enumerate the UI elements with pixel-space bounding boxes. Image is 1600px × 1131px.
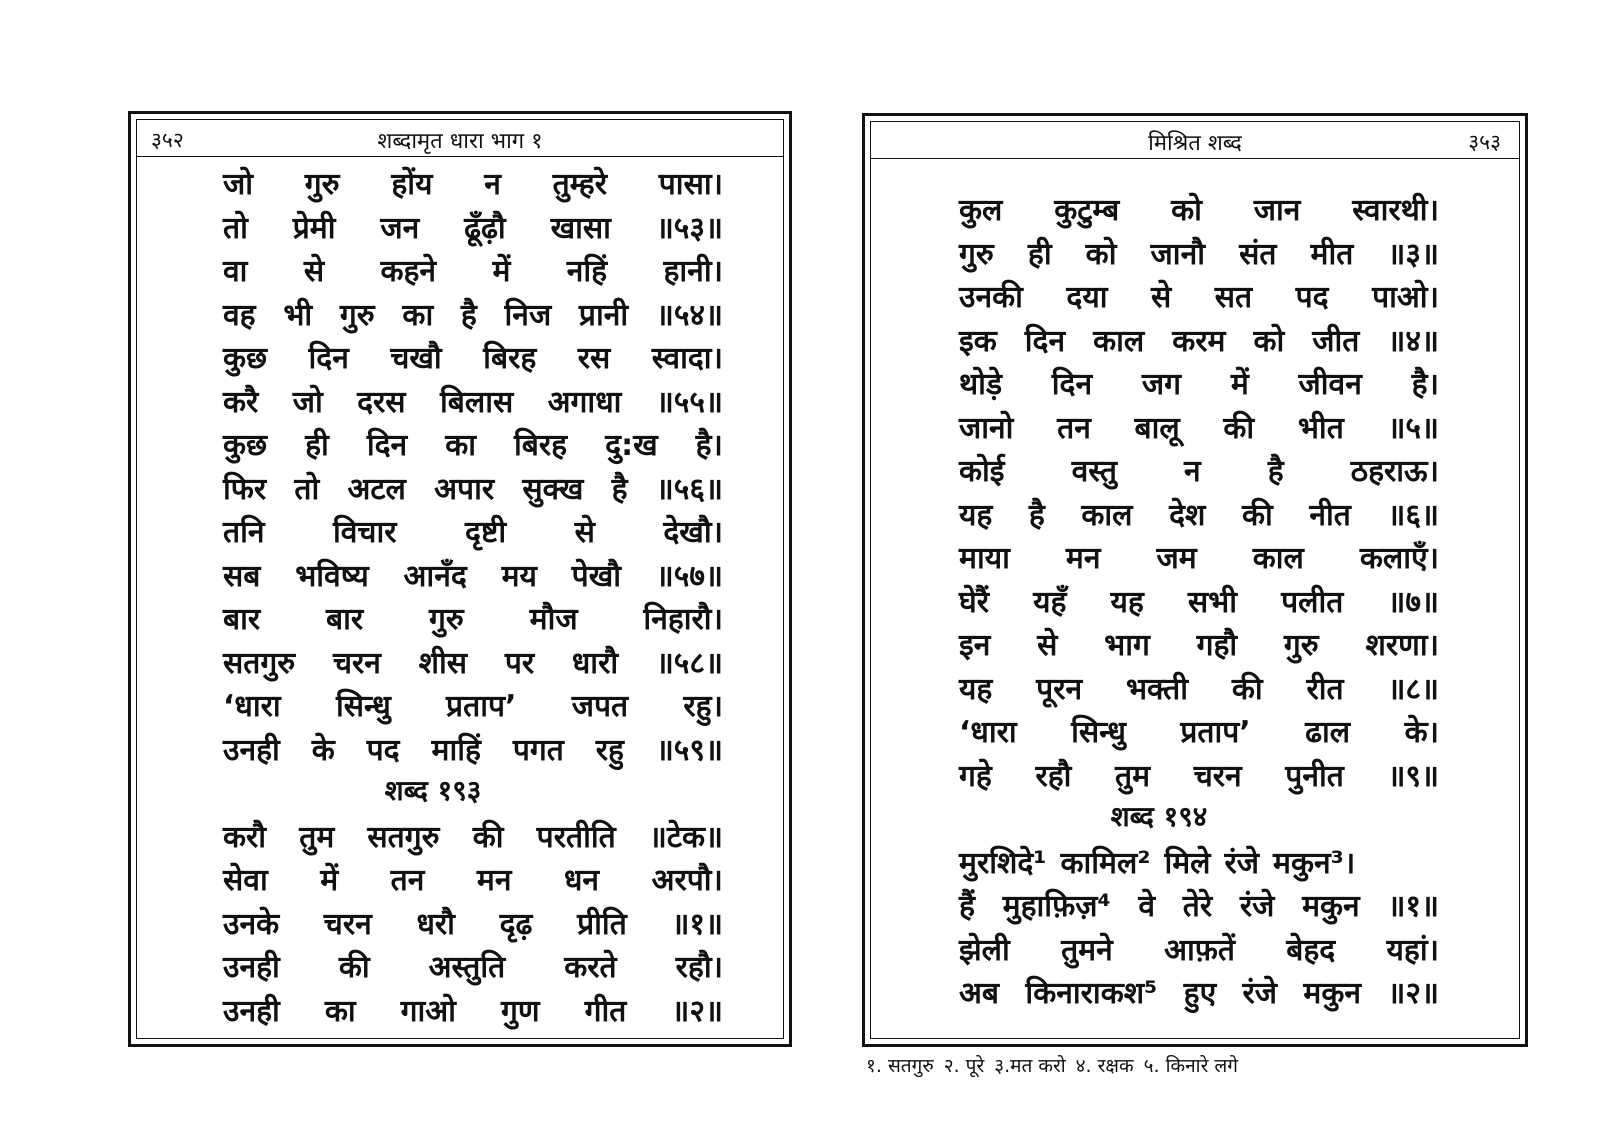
verse-word: सतगुरु: [223, 645, 296, 681]
left-page-inner-frame: [136, 119, 784, 1039]
verse-word: चखौ: [390, 341, 442, 376]
verse-word: देश: [1169, 497, 1206, 533]
verse-word: तो: [294, 471, 320, 507]
verse-line: [223, 902, 723, 946]
verse-word: फिर: [223, 471, 267, 507]
shabd-heading: शब्द १९४: [1110, 800, 1208, 833]
verse-word: गुरु: [304, 167, 340, 202]
verse-word: गुरु: [959, 236, 994, 272]
verse-word: अब: [959, 976, 1000, 1011]
verse-word: नीत: [1309, 497, 1351, 533]
verse-word: परतीति: [536, 819, 616, 855]
verse-word: से: [1150, 280, 1172, 315]
verse-word: ॥३॥: [1387, 236, 1439, 272]
footnote-item: ४. रक्षक: [1075, 1055, 1134, 1077]
verse-line: [959, 232, 1439, 276]
verse-word: पुनीत: [1285, 758, 1344, 794]
verse-line: [223, 641, 723, 685]
verse-word: में: [1230, 367, 1249, 402]
verse-word: इन: [959, 628, 991, 663]
verse-word: दरस: [357, 384, 406, 420]
verse-word: तन: [390, 863, 425, 898]
verse-word: है: [1028, 497, 1045, 533]
verse-word: कुटुम्ब: [1054, 193, 1120, 228]
verse-word: ॥२॥: [1387, 976, 1439, 1011]
verse-word: झेली: [959, 932, 1010, 968]
verse-word: उनही: [223, 950, 280, 985]
verse-line: [223, 815, 723, 859]
verse-word: शरणा।: [1365, 628, 1439, 663]
verse-word: रहु: [595, 732, 624, 768]
verse-word: मिले: [1164, 845, 1211, 881]
verse-word: बालू: [1134, 410, 1180, 446]
verse-word: दु:ख: [605, 428, 658, 463]
verse-word: ॥८॥: [1387, 671, 1439, 707]
verse-word: ॥५४॥: [655, 297, 723, 333]
verse-word: धारौ: [571, 645, 619, 681]
verse-word: दिन: [1024, 323, 1066, 359]
verse-word: भविष्य: [295, 558, 369, 594]
verse-word: संत: [1239, 236, 1277, 272]
verse-word: ॥५॥: [1387, 410, 1439, 446]
verse-word: जपत: [571, 689, 629, 724]
verse-word: को: [1085, 236, 1117, 272]
verse-word: प्रीति: [577, 906, 627, 942]
verse-word: पलीत: [1281, 584, 1344, 620]
verse-word: भाग: [1104, 628, 1150, 663]
right-page-inner-frame: [870, 121, 1520, 1039]
verse-word: खासा: [550, 210, 611, 246]
verse-word: पासा।: [658, 167, 723, 202]
verse-word: मन: [1065, 541, 1101, 576]
verse-word: यहँ: [1033, 584, 1067, 620]
verse-line: [223, 945, 723, 989]
verse-word: मुरशिदे¹: [959, 845, 1047, 881]
verse-word: से: [1037, 628, 1058, 663]
verse-word: काल: [1081, 497, 1133, 533]
verse-word: है।: [695, 428, 723, 463]
verse-word: हुए: [1183, 976, 1217, 1011]
verse-word: तनि: [223, 515, 265, 550]
verse-word: भी: [283, 297, 313, 333]
verse-word: स्वारथी।: [1352, 193, 1439, 228]
verse-word: कोई: [959, 454, 1005, 489]
verse-word: ढाल: [1305, 715, 1351, 750]
verse-line: [223, 467, 723, 511]
verse-word: उनके: [223, 906, 280, 942]
verse-word: तन: [1057, 410, 1091, 446]
right-page: [862, 113, 1528, 1047]
verse-line: [223, 554, 723, 598]
verse-word: किनाराकश⁵: [1025, 976, 1158, 1011]
verse-word: आनँद: [403, 558, 467, 594]
verse-word: गुरु: [428, 602, 464, 637]
verse-word: काल: [1093, 323, 1145, 359]
verse-word: वे: [1138, 889, 1156, 924]
verse-word: सतगुरु: [367, 819, 440, 855]
verse-word: ॥५९॥: [655, 732, 723, 768]
verse-line: [223, 336, 723, 380]
verse-word: बार: [325, 602, 364, 637]
verse-word: बिरह: [483, 341, 537, 376]
verse-word: दया: [1066, 280, 1108, 315]
verse-word: ॥५६॥: [655, 471, 723, 507]
verse-word: रंजे: [1224, 845, 1260, 881]
verse-word: तुम्हरे: [552, 167, 608, 202]
verse-line: [223, 206, 723, 250]
verse-word: हैं: [959, 889, 975, 924]
verse-word: गहौ: [1196, 628, 1238, 663]
verse-word: ॥६॥: [1387, 497, 1439, 533]
verse-word: इक: [959, 323, 997, 359]
verse-word: पद: [1295, 280, 1329, 315]
verse-word: बिलास: [439, 384, 514, 420]
verse-word: मन: [476, 863, 512, 898]
verse-line: [959, 406, 1439, 450]
verse-line: [223, 858, 723, 902]
verse-word: घेरैं: [959, 584, 989, 620]
verse-word: नहिं: [566, 254, 608, 289]
verse-word: कामिल²: [1060, 845, 1151, 881]
verse-word: का: [445, 428, 476, 463]
verse-word: काल: [1252, 541, 1304, 576]
right-verse-block: [959, 188, 1439, 1015]
verse-word: कलाएँ।: [1359, 541, 1439, 576]
verse-word: न: [484, 167, 501, 202]
verse-word: पद: [366, 732, 400, 768]
verse-word: जन: [380, 210, 420, 246]
verse-word: यह: [959, 497, 993, 533]
verse-line: [959, 884, 1439, 928]
verse-word: ॥५३॥: [655, 210, 723, 246]
verse-word: उनही: [223, 732, 280, 768]
verse-word: जीत: [1312, 323, 1360, 359]
verse-word: यह: [1110, 584, 1144, 620]
left-page: [128, 111, 792, 1047]
verse-word: है: [460, 297, 477, 333]
verse-word: गुरु: [1283, 628, 1319, 663]
footnote-item: ३.मत करो: [994, 1055, 1066, 1077]
verse-word: गुरु: [339, 297, 375, 333]
verse-word: प्रताप’: [446, 689, 517, 724]
verse-word: कुछ: [223, 428, 268, 463]
verse-line: [959, 319, 1439, 363]
verse-word: पगत: [512, 732, 564, 768]
verse-word: जीवन: [1298, 367, 1362, 402]
verse-word: कहने: [380, 254, 437, 289]
verse-word: की: [1241, 497, 1273, 533]
verse-word: कुल: [959, 193, 1003, 228]
verse-word: रहु।: [683, 689, 723, 724]
verse-line: [959, 362, 1439, 406]
verse-word: की: [1223, 410, 1255, 446]
verse-line: [223, 597, 723, 641]
footnote-item: ५. किनारे लगे: [1143, 1055, 1238, 1077]
verse-word: उनही: [223, 993, 280, 1029]
right-running-head: [871, 122, 1519, 159]
verse-word: गुण: [501, 993, 540, 1029]
verse-word: को: [1253, 323, 1285, 359]
verse-word: की: [338, 950, 370, 985]
verse-word: ॥१॥: [1387, 889, 1439, 924]
verse-word: भक्ती: [1125, 671, 1189, 707]
verse-word: है: [1267, 454, 1284, 489]
verse-word: सभी: [1187, 584, 1238, 620]
verse-word: ही: [1027, 236, 1052, 272]
verse-line: [959, 449, 1439, 493]
verse-word: से: [574, 515, 595, 550]
verse-line: [959, 623, 1439, 667]
verse-word: सिन्धु: [1071, 715, 1126, 750]
verse-word: में: [492, 254, 511, 289]
verse-word: रस: [577, 341, 611, 376]
verse-word: रीत: [1306, 671, 1344, 707]
verse-line: [223, 162, 723, 206]
verse-word: पूरन: [1036, 671, 1083, 707]
verse-word: अस्तुति: [428, 950, 506, 985]
verse-word: धरौ: [416, 906, 455, 942]
verse-word: माहिं: [431, 732, 481, 768]
verse-word: रंजे: [1242, 976, 1278, 1011]
verse-word: यहां।: [1386, 932, 1439, 968]
verse-line: [223, 989, 723, 1033]
left-running-head: [137, 120, 783, 157]
verse-word: मकुन: [1302, 889, 1360, 924]
verse-word: दिन: [1051, 367, 1093, 402]
left-verse-block: [223, 162, 723, 1032]
verse-line: [959, 667, 1439, 711]
verse-word: तेरे: [1182, 889, 1213, 924]
verse-word: जो: [223, 167, 254, 202]
verse-word: करौ: [223, 819, 267, 855]
shabd-heading: शब्द १९३: [384, 774, 482, 807]
verse-word: सुक्ख: [522, 471, 584, 507]
verse-word: जानौ: [1150, 236, 1205, 272]
verse-line: [959, 580, 1439, 624]
verse-word: प्रताप’: [1180, 715, 1251, 750]
verse-word: धन: [563, 863, 600, 898]
verse-line: [959, 275, 1439, 319]
verse-word: दिन: [366, 428, 408, 463]
verse-word: ही: [305, 428, 329, 463]
verse-word: उनकी: [959, 280, 1023, 315]
verse-word: वह: [223, 297, 256, 333]
verse-line: [223, 380, 723, 424]
verse-word: प्रानी: [578, 297, 629, 333]
left-page-number: ३५२: [151, 128, 184, 152]
verse-word: रहौ: [1035, 758, 1072, 794]
verse-word: ॥टेक॥: [648, 819, 723, 855]
verse-word: मौज: [529, 602, 578, 637]
verse-line: [959, 971, 1439, 1015]
verse-word: पाओ।: [1372, 280, 1439, 315]
verse-line: [223, 293, 723, 337]
verse-word: तुमने: [1061, 932, 1113, 968]
footnote-item: १. सतगुरु: [866, 1055, 934, 1077]
verse-line: [959, 536, 1439, 580]
verse-word: गहे: [959, 758, 992, 794]
verse-word: विचार: [332, 515, 397, 550]
footnote-item: २. पूरे: [943, 1055, 985, 1077]
verse-word: ‘धारा: [223, 689, 281, 724]
verse-word: माया: [959, 541, 1010, 576]
verse-word: मकुन: [1303, 976, 1362, 1011]
verse-word: तुम: [1115, 758, 1151, 794]
verse-word: सत: [1214, 280, 1253, 315]
verse-word: ॥५५॥: [655, 384, 723, 420]
verse-word: के: [311, 732, 335, 768]
verse-word: रहौ।: [675, 950, 723, 985]
verse-word: पेखौ: [571, 558, 622, 594]
verse-word: भीत: [1297, 410, 1344, 446]
verse-word: जो: [292, 384, 323, 420]
verse-word: का: [324, 993, 356, 1029]
verse-word: ॥४॥: [1387, 323, 1439, 359]
verse-line: [959, 841, 1439, 885]
verse-word: चरन: [1193, 758, 1242, 794]
verse-word: चरन: [332, 645, 381, 681]
verse-word: है।: [1411, 367, 1439, 402]
verse-word: शीस: [418, 645, 468, 681]
verse-word: सब: [223, 558, 261, 594]
verse-word: वस्तु: [1071, 454, 1118, 489]
verse-line: [959, 493, 1439, 537]
verse-line: [959, 710, 1439, 754]
verse-word: दृढ़: [499, 906, 533, 942]
verse-word: गीत: [584, 993, 627, 1029]
verse-word: जानो: [959, 410, 1014, 446]
verse-word: सेवा: [223, 863, 268, 898]
verse-word: ठहराऊ।: [1350, 454, 1439, 489]
verse-word: पर: [504, 645, 535, 681]
verse-word: ॥१॥: [671, 906, 723, 942]
verse-word: मुहाफ़िज़⁴: [1002, 889, 1111, 924]
right-running-title: मिश्रित शब्द: [1148, 131, 1242, 156]
verse-line: [223, 423, 723, 467]
verse-word: को: [1171, 193, 1202, 228]
verse-word: मीत: [1310, 236, 1354, 272]
verse-word: यह: [959, 671, 993, 707]
verse-word: स्वादा।: [651, 341, 723, 376]
verse-word: करते: [564, 950, 617, 985]
verse-word: से: [303, 254, 325, 289]
verse-word: रंजे: [1239, 889, 1275, 924]
verse-word: न: [1184, 454, 1201, 489]
verse-word: वा: [223, 254, 248, 289]
verse-word: तो: [223, 210, 248, 246]
verse-word: बेहद: [1286, 932, 1336, 968]
verse-word: निहारौ।: [643, 602, 723, 637]
verse-word: गाओ: [400, 993, 456, 1029]
verse-word: प्रेमी: [292, 210, 336, 246]
verse-word: बिरह: [514, 428, 568, 463]
verse-word: के।: [1404, 715, 1439, 750]
footnotes: [866, 1052, 1466, 1078]
verse-word: होंय: [391, 167, 433, 202]
verse-word: जम: [1156, 541, 1197, 576]
verse-word: दृष्टी: [464, 515, 507, 550]
verse-word: तुम: [299, 819, 335, 855]
verse-line: [959, 188, 1439, 232]
verse-word: चरन: [323, 906, 372, 942]
verse-word: करै: [223, 384, 259, 420]
verse-word: अगाधा: [547, 384, 622, 420]
verse-word: मकुन³।: [1273, 845, 1356, 881]
verse-word: की: [472, 819, 504, 855]
verse-word: में: [320, 863, 339, 898]
verse-line: [959, 754, 1439, 798]
verse-word: ‘धारा: [959, 715, 1017, 750]
verse-word: है: [611, 471, 628, 507]
verse-line: [223, 510, 723, 554]
verse-word: कुछ: [223, 341, 268, 376]
verse-word: सिन्धु: [335, 689, 391, 724]
verse-word: करम: [1172, 323, 1226, 359]
verse-word: आफ़तें: [1164, 932, 1235, 968]
verse-word: देखौ।: [663, 515, 723, 550]
verse-word: ॥५७॥: [655, 558, 723, 594]
verse-word: अपार: [434, 471, 495, 507]
verse-word: ॥५८॥: [655, 645, 723, 681]
verse-word: जग: [1141, 367, 1182, 402]
verse-line: [223, 684, 723, 728]
verse-word: मय: [501, 558, 537, 594]
verse-word: हानी।: [663, 254, 723, 289]
verse-word: बार: [223, 602, 261, 637]
verse-word: ॥७॥: [1387, 584, 1439, 620]
verse-word: ढूँढ़ौ: [464, 210, 506, 246]
verse-word: अटल: [347, 471, 406, 507]
verse-line: [959, 928, 1439, 972]
verse-word: अरपौ।: [651, 863, 723, 898]
verse-word: की: [1231, 671, 1263, 707]
left-running-title: शब्दामृत धारा भाग १: [377, 129, 543, 154]
verse-word: थोड़े: [959, 367, 1002, 402]
verse-word: ॥९॥: [1387, 758, 1439, 794]
verse-word: का: [402, 297, 434, 333]
verse-line: [223, 249, 723, 293]
right-page-number: ३५३: [1468, 130, 1501, 154]
verse-word: जान: [1253, 193, 1301, 228]
verse-line: [223, 728, 723, 772]
verse-word: दिन: [308, 341, 349, 376]
verse-word: निज: [504, 297, 552, 333]
verse-word: ॥२॥: [671, 993, 723, 1029]
